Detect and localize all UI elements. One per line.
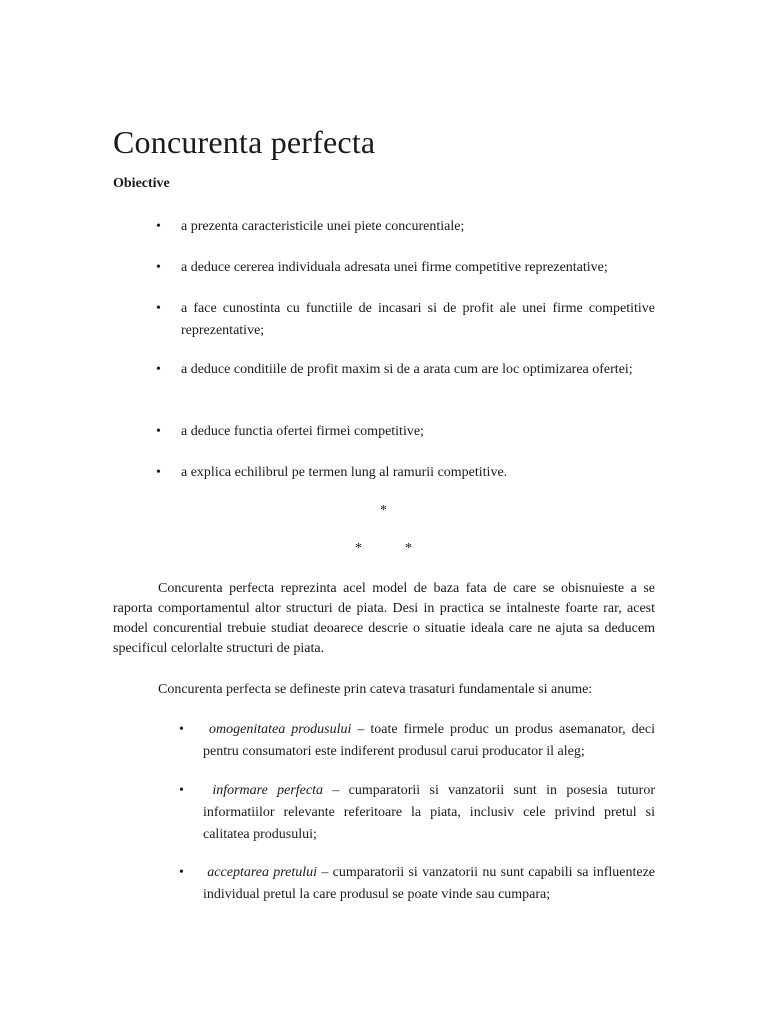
bullet-icon: • bbox=[156, 362, 161, 377]
separator-star: * bbox=[380, 503, 387, 518]
bullet-icon: • bbox=[179, 865, 184, 880]
bullet-icon: • bbox=[179, 783, 184, 798]
separator-star: * bbox=[405, 541, 412, 556]
separator-star: * bbox=[355, 541, 362, 556]
list-item bbox=[203, 780, 655, 846]
list-item: a deduce cererea individuala adresata unei firme competitive reprezentative; bbox=[181, 260, 608, 275]
list-item: a deduce functia ofertei firmei competitive; bbox=[181, 424, 424, 439]
feature-text: – toate firmele produc un produs asemanator, deci pentru consumatori este indiferent produsul carui producator il aleg; bbox=[203, 722, 655, 759]
list-item: a prezenta caracteristicile unei piete concurentiale; bbox=[181, 219, 465, 234]
bullet-icon: • bbox=[156, 219, 161, 234]
bullet-icon: • bbox=[156, 260, 161, 275]
body-paragraph: Concurenta perfecta se defineste prin cateva trasaturi fundamentale si anume: bbox=[158, 682, 593, 697]
list-item: a face cunostinta cu functiile de incasari si de profit ale unei firme competitive reprezentative; bbox=[181, 301, 655, 338]
feature-term: acceptarea pretului bbox=[207, 865, 318, 880]
bullet-icon: • bbox=[156, 465, 161, 480]
list-item bbox=[203, 862, 655, 906]
feature-text: – cumparatorii si vanzatorii nu sunt capabili sa influenteze individual pretul la care produsul se poate vinde sau cumpara; bbox=[203, 865, 655, 902]
section-heading: Obiective bbox=[113, 176, 170, 191]
bullet-icon: • bbox=[179, 722, 184, 737]
list-item: a deduce conditiile de profit maxim si de a arata cum are loc optimizarea ofertei; bbox=[181, 362, 633, 377]
feature-text: – cumparatorii si vanzatorii sunt in posesia tuturor informatiilor relevante referitoare la piata, inclusiv cele privind pretul si calitatea produsului; bbox=[203, 783, 655, 842]
feature-term: omogenitatea produsului bbox=[209, 722, 352, 737]
page-title: Concurenta perfecta bbox=[113, 124, 376, 160]
bullet-icon: • bbox=[156, 424, 161, 439]
list-item bbox=[203, 719, 655, 763]
feature-term: informare perfecta bbox=[212, 783, 324, 798]
list-item: a explica echilibrul pe termen lung al ramurii competitive. bbox=[181, 465, 508, 480]
bullet-icon: • bbox=[156, 301, 161, 316]
body-paragraph: Concurenta perfecta reprezinta acel model de baza fata de care se obisnuieste a se raporta comportamentul altor structuri de piata. Desi in practica se intalneste foarte rar, acest model concurential trebuie studiat deoarece descrie o situatie ideala care ne ajuta sa deducem specificul celorlalte structuri de piata. bbox=[113, 581, 655, 656]
